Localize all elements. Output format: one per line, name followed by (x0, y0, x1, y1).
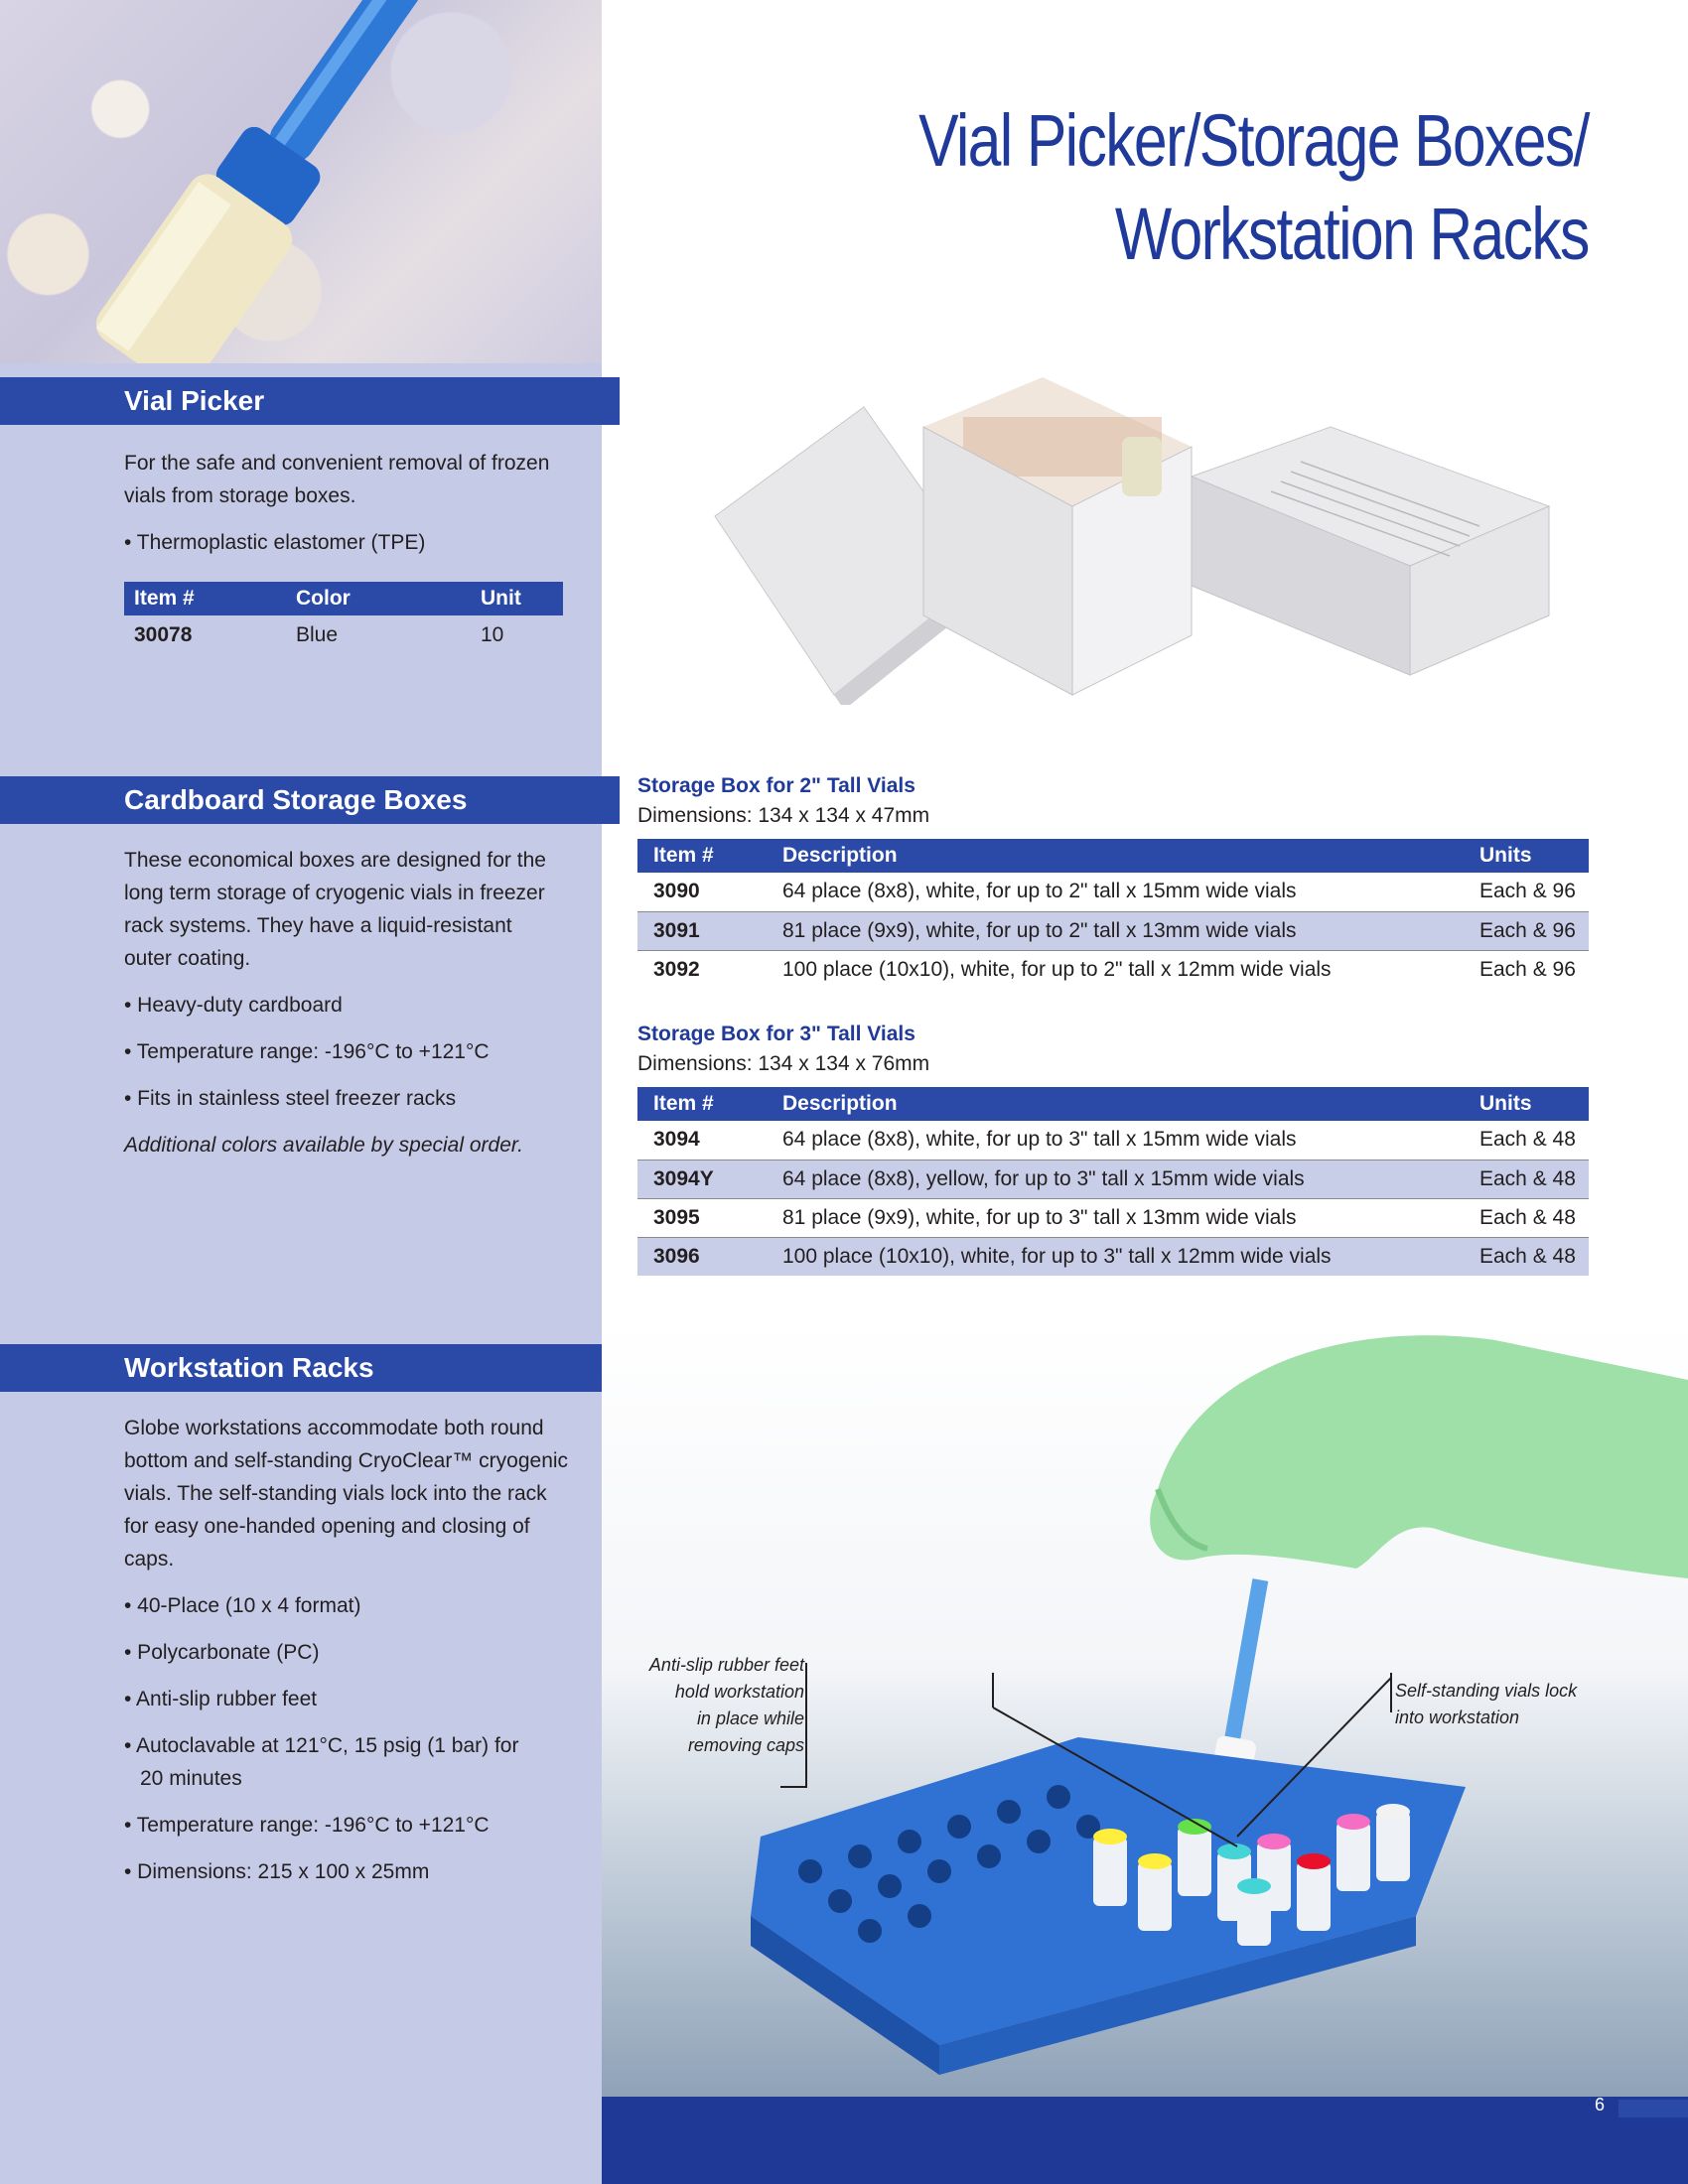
callout-line: Anti-slip rubber feet (648, 1655, 804, 1675)
table-row (637, 911, 1589, 950)
col-item: Item # (637, 839, 767, 873)
cell-units: Each & 96 (1479, 957, 1576, 981)
cell-description: 100 place (10x10), white, for up to 2" tall x 12mm wide vials (782, 957, 1332, 981)
cardboard-heading: Cardboard Storage Boxes (0, 776, 620, 824)
callout-self-standing (1395, 1678, 1623, 1731)
vial-picker-heading: Vial Picker (0, 377, 620, 425)
callout-line: hold workstation (674, 1682, 804, 1702)
cell-units: Each & 96 (1464, 873, 1589, 911)
cell-units: Each & 48 (1464, 1237, 1589, 1276)
workstation-bullet-4: • Autoclavable at 121°C, 15 psig (1 bar) for (124, 1734, 519, 1757)
page-title (918, 94, 1589, 281)
vial-picker-body (124, 447, 561, 573)
cardboard-description: These economical boxes are designed for the long term storage of cryogenic vials in freezer rack systems. They have a liquid-resistant outer coating. (124, 849, 546, 970)
cardboard-bullet-2: • Temperature range: -196°C to +121°C (124, 1040, 490, 1063)
cell-units: Each & 96 (1464, 911, 1589, 950)
callout-line: removing caps (687, 1735, 804, 1755)
vial-picker-table (124, 582, 563, 655)
workstation-bullet-4-cont: 20 minutes (140, 1767, 242, 1790)
cell-description: 81 place (9x9), white, for up to 2" tall x 13mm wide vials (767, 911, 1464, 950)
box3-title: Storage Box for 3" Tall Vials (637, 1023, 915, 1045)
col-unit: Unit (471, 582, 563, 615)
col-color: Color (286, 582, 471, 615)
callout-anti-slip (635, 1652, 804, 1759)
col-description: Description (767, 1087, 1464, 1121)
workstation-bullet-5: • Temperature range: -196°C to +121°C (124, 1814, 490, 1837)
cell-item: 3094Y (637, 1160, 767, 1198)
callout-line: Self-standing vials lock (1395, 1681, 1578, 1701)
cell-description: 64 place (8x8), white, for up to 3" tall x 15mm wide vials (767, 1121, 1464, 1160)
cell-item: 30078 (134, 623, 193, 646)
workstation-bullet-6: • Dimensions: 215 x 100 x 25mm (124, 1860, 430, 1883)
col-units: Units (1464, 839, 1589, 873)
table-row (637, 1237, 1589, 1276)
col-item: Item # (637, 1087, 767, 1121)
cell-item: 3094 (637, 1121, 767, 1160)
col-description: Description (767, 839, 1464, 873)
vial-picker-photo (0, 0, 602, 363)
storage-boxes-photo (695, 367, 1589, 705)
cell-description: 64 place (8x8), yellow, for up to 3" tall x 15mm wide vials (767, 1160, 1464, 1198)
cell-item: 3095 (637, 1198, 767, 1237)
cell-item: 3091 (637, 911, 767, 950)
table-row (637, 1160, 1589, 1198)
page-title-line-2: Workstation Racks (1115, 193, 1589, 275)
cell-description: 81 place (9x9), white, for up to 3" tall x 13mm wide vials (767, 1198, 1464, 1237)
workstation-body (124, 1412, 571, 1902)
cardboard-note: Additional colors available by special order. (124, 1134, 523, 1157)
cell-description: 100 place (10x10), white, for up to 3" tall x 12mm wide vials (767, 1237, 1464, 1276)
cell-unit: 10 (481, 623, 504, 646)
workstation-heading: Workstation Racks (0, 1344, 620, 1392)
col-units: Units (1464, 1087, 1589, 1121)
vial-picker-description: For the safe and convenient removal of frozen vials from storage boxes. (124, 452, 550, 507)
table-row (637, 1121, 1589, 1160)
col-item: Item # (124, 582, 286, 615)
box3-table (637, 1087, 1589, 1276)
table-row (637, 950, 1589, 989)
table-header-row (124, 582, 563, 615)
callout-line: into workstation (1395, 1707, 1520, 1727)
box2-dimensions: Dimensions: 134 x 134 x 47mm (637, 804, 930, 827)
cell-description: 64 place (8x8), white, for up to 2" tall x 15mm wide vials (767, 873, 1464, 911)
cell-item: 3092 (653, 957, 700, 981)
cardboard-bullet-3: • Fits in stainless steel freezer racks (124, 1087, 457, 1110)
page-number: 6 (1595, 2095, 1606, 2115)
table-header-row (637, 1087, 1589, 1121)
table-row (637, 1198, 1589, 1237)
cell-units: Each & 48 (1464, 1121, 1589, 1160)
box2-title: Storage Box for 2" Tall Vials (637, 774, 915, 797)
cell-units: Each & 48 (1464, 1160, 1589, 1198)
table-row (637, 873, 1589, 911)
table-row (124, 615, 563, 655)
cardboard-body (124, 844, 561, 1175)
box2-table (637, 839, 1589, 989)
workstation-bullet-3: • Anti-slip rubber feet (124, 1688, 318, 1710)
vial-picker-bullet: • Thermoplastic elastomer (TPE) (124, 531, 426, 554)
page-number-bar (1618, 2100, 1688, 2117)
workstation-bullet-1: • 40-Place (10 x 4 format) (124, 1594, 361, 1617)
cell-color: Blue (296, 623, 339, 646)
cell-item: 3090 (637, 873, 767, 911)
workstation-description: Globe workstations accommodate both round bottom and self-standing CryoClear™ cryogenic vials. The self-standing vials lock into the rack for easy one-handed opening and closing of caps. (124, 1417, 569, 1570)
cell-units: Each & 48 (1464, 1198, 1589, 1237)
cardboard-bullet-1: • Heavy-duty cardboard (124, 994, 343, 1017)
table-header-row (637, 839, 1589, 873)
cell-item: 3096 (637, 1237, 767, 1276)
page-title-line-1: Vial Picker/Storage Boxes/ (918, 99, 1589, 182)
bottom-strip (602, 2097, 1688, 2184)
box3-dimensions: Dimensions: 134 x 134 x 76mm (637, 1052, 930, 1075)
callout-line: in place while (696, 1708, 804, 1728)
workstation-bullet-2: • Polycarbonate (PC) (124, 1641, 320, 1664)
